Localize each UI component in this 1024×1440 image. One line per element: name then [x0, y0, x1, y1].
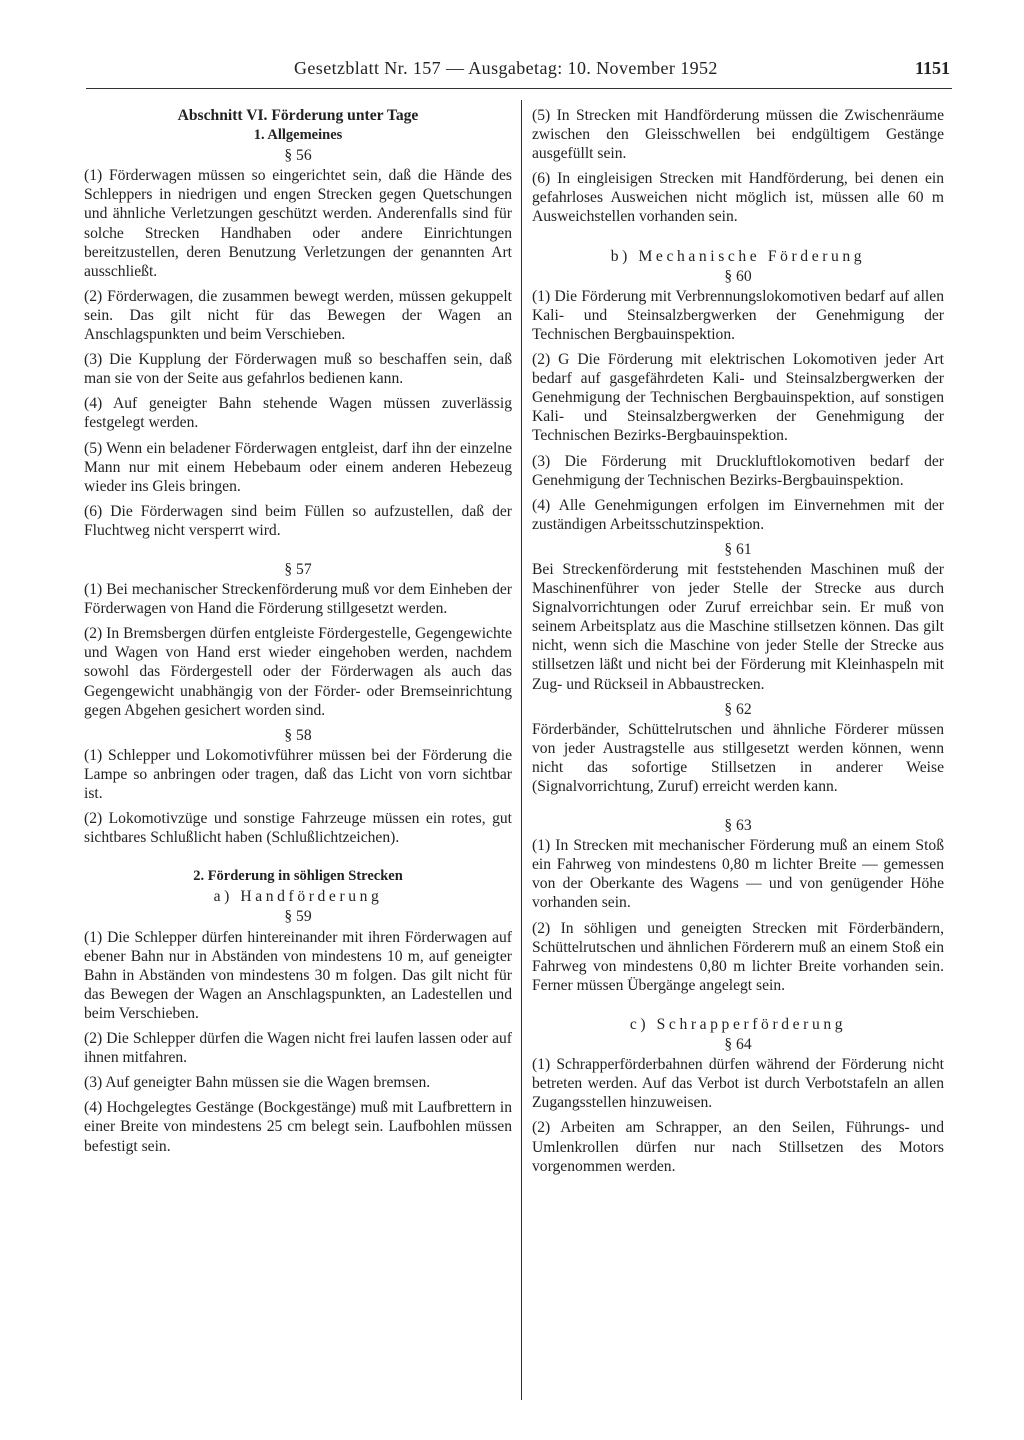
paragraph-text: (2) Förderwagen, die zusammen bewegt werden, müssen gekuppelt sein. Das gilt nicht für das Bewegen der Wagen an Anschlagspunkten und beim Verschieben. [84, 287, 512, 344]
spacer [532, 233, 944, 247]
spacer [532, 802, 944, 816]
paragraph-text: (2) In söhligen und geneigten Strecken mit Förderbändern, Schüttelrutschen und ähnlichen Förderern muß an einem Stoß ein Fahrweg von mindestens 0,80 m lichter Breite vorhanden sein. Ferner müssen Übergänge angelegt sein. [532, 919, 944, 994]
paragraph-text: (4) Auf geneigter Bahn stehende Wagen müssen zuverlässig festgelegt werden. [84, 395, 512, 432]
column-divider [521, 100, 522, 1400]
page-number: 1151 [914, 58, 950, 78]
gazette-title: Gesetzblatt Nr. 157 — Ausgabetag: 10. November 1952 [294, 58, 718, 78]
paragraph-text: (4) Hochgelegtes Gestänge (Bockgestänge) muß mit Laufbrettern in einer Breite von mindestens 25 cm belegt sein. Laufbohlen müssen befestigt sein. [84, 1099, 512, 1155]
paragraph-text: (6) In eingleisigen Strecken mit Handförderung, bei denen ein gefahrloses Ausweichen nicht möglich ist, müssen alle 60 m Ausweichstellen vorhanden sein. [532, 170, 944, 226]
paragraph-number: § 60 [724, 267, 752, 285]
left-column [84, 106, 512, 1162]
paragraph-text: (1) Bei mechanischer Streckenförderung muß vor dem Einheben der Förderwagen von Hand die Förderung stillgesetzt werden. [84, 581, 512, 618]
paragraph-text: (3) Die Kupplung der Förderwagen muß so beschaffen sein, daß man sie von der Seite aus gefahrlos bedienen kann. [84, 351, 512, 388]
paragraph-number: § 56 [284, 147, 312, 165]
paragraph-text: (1) Die Schlepper dürfen hintereinander mit ihren Förderwagen auf ebener Bahn nur in Abständen von mindestens 10 m, auf geneigter Bahn in Abständen von mindestens 30 m folgen. Das gilt nicht für das Bewegen der Wagen an Anschlagspunkten, an Ladestellen und beim Verschieben. [84, 928, 512, 1022]
paragraph-text: (2) Arbeiten am Schrapper, an den Seilen, Führungs- und Umlenkrollen dürfen nur nach Stillsetzen des Motors vorgenommen werden. [532, 1119, 944, 1175]
paragraph-number: § 63 [724, 817, 752, 835]
section-title: Abschnitt VI. Förderung unter Tage [177, 107, 419, 124]
subsection-heading: a) Handförderung [213, 888, 383, 906]
spacer [532, 1001, 944, 1015]
paragraph-number: § 57 [284, 560, 312, 578]
paragraph-text: (2) Die Schlepper dürfen die Wagen nicht frei laufen lassen oder auf ihnen mitfahren. [84, 1030, 512, 1067]
paragraph-number: § 59 [284, 908, 312, 926]
spacer [84, 546, 512, 560]
paragraph-text: (1) Schrapperförderbahnen dürfen während der Förderung nicht betreten werden. Auf das Verbot ist durch Verbotstafeln an allen Zugangsstellen hinzuweisen. [532, 1056, 944, 1112]
spacer [84, 853, 512, 867]
paragraph-text: (1) Schlepper und Lokomotivführer müssen bei der Förderung die Lampe so anbringen oder tragen, daß das Licht von vorn sichtbar ist. [84, 746, 512, 802]
paragraph-number: § 64 [724, 1036, 752, 1054]
paragraph-text: Förderbänder, Schüttelrutschen und ähnliche Förderer müssen von jeder Austragstelle aus stillgesetzt werden können, wenn nicht das sofortige Stillsetzen in anderer Weise (Signalvorrichtung, Zuruf) erreicht werden kann. [532, 720, 944, 795]
paragraph-text: Bei Streckenförderung mit feststehenden Maschinen muß der Maschinenführer von jeder Stelle der Strecke aus durch Signalvorrichtungen oder Zuruf erreichbar sein. Er muß von seinem Arbeitsplatz aus die Maschine stillsetzen können. Das gilt nicht, wenn sich die Maschine von jeder Stelle der Strecke aus stillsetzen läßt und nicht bei der Förderung mit Kleinhaspeln mit Zug- und Rückseil in Abbaustrecken. [532, 560, 944, 693]
subsection-heading: b) Mechanische Förderung [610, 247, 866, 265]
paragraph-text: (1) Die Förderung mit Verbrennungslokomotiven bedarf auf allen Kali- und Steinsalzbergwerken der Genehmigung der Technischen Bergbauinspektion. [532, 287, 944, 343]
paragraph-number: § 58 [284, 726, 312, 744]
paragraph-text: (2) Lokomotivzüge und sonstige Fahrzeuge müssen ein rotes, gut sichtbares Schlußlicht haben (Schlußlichtzeichen). [84, 810, 512, 847]
paragraph-number: § 61 [724, 540, 752, 558]
subsection-heading: 1. Allgemeines [253, 127, 343, 144]
paragraph-text: (4) Alle Genehmigungen erfolgen im Einvernehmen mit der zuständigen Arbeitsschutzinspektion. [532, 496, 944, 533]
right-column [532, 106, 944, 1182]
paragraph-number: § 62 [724, 700, 752, 718]
subsection-heading: 2. Förderung in söhligen Strecken [193, 868, 403, 885]
paragraph-text: (3) Auf geneigter Bahn müssen sie die Wagen bremsen. [84, 1074, 431, 1092]
paragraph-text: (1) Förderwagen müssen so eingerichtet sein, daß die Hände des Schleppers in niedrigen und engen Strecken gegen Quetschungen und ähnliche Verletzungen geschützt werden. Anderenfalls sind für solche Strecken Handhaben oder andere Einrichtungen bereitzustellen, deren Benutzung Verletzungen der genannten Art ausschließt. [84, 167, 512, 280]
paragraph-text: (6) Die Förderwagen sind beim Füllen so aufzustellen, daß der Fluchtweg nicht versperrt wird. [84, 502, 512, 539]
paragraph-text: (2) In Bremsbergen dürfen entgleiste Fördergestelle, Gegengewichte und Wagen von Hand erst wieder eingehoben werden, nachdem sowohl das Fördergestell oder der Förderwagen als auch das Gegengewicht unabhängig von der Förder- oder Bremseinrichtung gegen Abgehen gesichert worden sind. [84, 625, 512, 719]
paragraph-text: (1) In Strecken mit mechanischer Förderung muß an einem Stoß ein Fahrweg von mindestens 0,80 m lichter Breite — gemessen von der Oberkante des Wagens — und von genügender Höhe vorhanden sein. [532, 837, 944, 912]
paragraph-text: (2) G Die Förderung mit elektrischen Lokomotiven jeder Art bedarf auf gasgefährdeten Kali- und Steinsalzbergwerken der Genehmigung der Technischen Bergbauinspektion, auf sonstigen Kali- und Steinsalzbergwerken der Genehmigung der Technischen Bezirks-Bergbauinspektion. [532, 351, 944, 445]
page-header [86, 58, 952, 89]
paragraph-text: (5) Wenn ein beladener Förderwagen entgleist, darf ihn der einzelne Mann nur mit einem Hebebaum oder einem anderen Hebezeug wieder ins Gleis bringen. [84, 439, 512, 495]
paragraph-text: (3) Die Förderung mit Druckluftlokomotiven bedarf der Genehmigung der Technischen Bezirks-Bergbauinspektion. [532, 452, 944, 489]
subsection-heading: c) Schrapperförderung [629, 1015, 847, 1033]
paragraph-text: (5) In Strecken mit Handförderung müssen die Zwischenräume zwischen den Gleisschwellen bei endgültigem Gestänge ausgefüllt sein. [532, 107, 944, 163]
